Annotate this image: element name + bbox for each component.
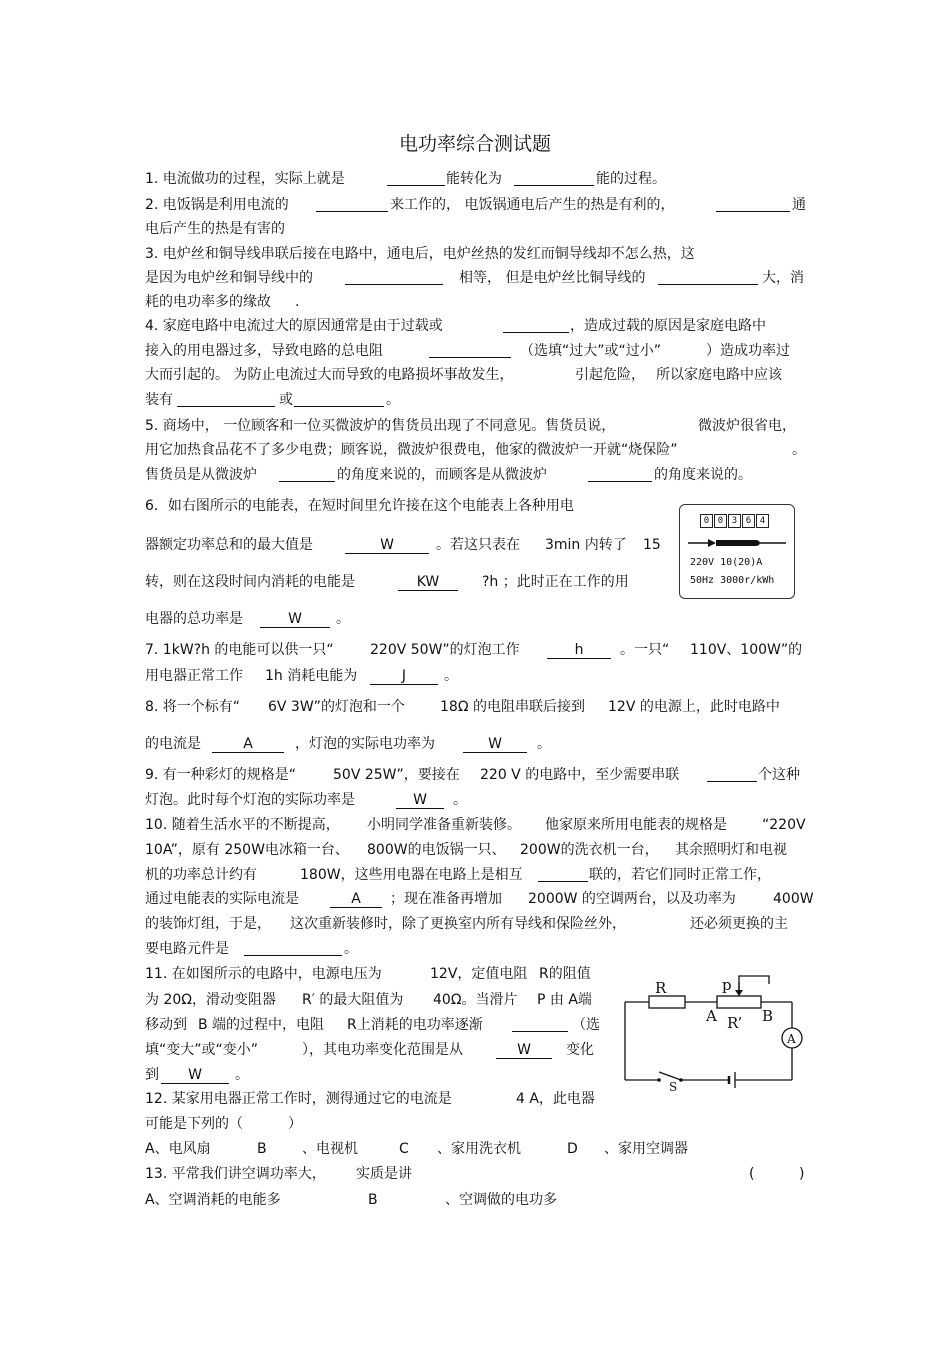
q11-text-m: ），其电功率变化范围是从 (302, 1042, 463, 1058)
q10-text-j: 180W，这些用电器在电路上是相互 (300, 867, 523, 883)
q5-text-c: 用它加热食品花不了多少电费；顾客说，微波炉很费电，他家的微波炉一开就“烧保险” (145, 442, 678, 458)
q3-text-f: . (295, 294, 300, 310)
slider-wire (739, 976, 769, 994)
q11-blank-1[interactable] (512, 1016, 568, 1037)
meter-rating-current: 220V 10(20)A (690, 557, 763, 568)
q6-text-f: 转，则在这段时间内消耗的电能是 (145, 574, 355, 590)
q1-text-a: 1. 电流做功的过程，实际上就是 (145, 171, 345, 187)
q7-text-d: 110V、100W”的 (690, 642, 803, 658)
q11-text-a: 11. 在如图所示的电路中，电源电压为 (145, 966, 382, 982)
q6-blank-1[interactable]: W (345, 536, 429, 554)
q4-text-d: （选填“过大”或“过小” (520, 343, 662, 359)
q3-text-d: 大，消 (762, 270, 804, 286)
q1-blank-2[interactable] (514, 170, 594, 191)
q5-text-e: 售货员是从微波炉 (145, 467, 257, 483)
q4-blank-4[interactable] (294, 391, 384, 412)
q6-text-b: 器额定功率总和的最大值是 (145, 537, 313, 553)
q10-blank-3[interactable] (244, 940, 342, 961)
q10-text-n: 2000W 的空调两台，以及功率为 (528, 891, 736, 907)
q11-blank-3[interactable]: W (161, 1066, 229, 1084)
q11-text-d: 为 20Ω，滑动变阻器 (145, 992, 276, 1008)
q10-text-m: ；现在准备再增加 (390, 891, 502, 907)
q4-text-f: 大而引起的。 为防止电流过大而导致的电路损坏事故发生， (145, 367, 514, 383)
q10-text-f: 800W的电饭锅一只、 (367, 842, 506, 858)
q6-text-h: 电器的总功率是 (145, 611, 243, 627)
q2-blank-1[interactable] (316, 196, 388, 217)
q8-text-f: ，灯泡的实际电功率为 (295, 736, 435, 752)
meter-rating-frequency: 50Hz 3000r/kWh (690, 575, 775, 586)
q7-text-c: 。一只“ (620, 642, 670, 658)
q10-blank-2[interactable]: A (330, 890, 382, 908)
q6-text-i: 。 (336, 611, 350, 627)
q10-text-l: 通过电能表的实际电流是 (145, 891, 299, 907)
q9-blank-1[interactable] (707, 766, 757, 787)
q11-text-n: 变化 (566, 1042, 594, 1058)
q11-text-f: 40Ω。当滑片 (433, 992, 518, 1008)
q9-text-e: 灯泡。此时每个灯泡的实际功率是 (145, 792, 355, 808)
q2-text-b: 来工作的， 电饭锅通电后产生的热是有利的， (390, 197, 675, 213)
q11-text-i: B 端的过程中，电阻 (198, 1017, 325, 1033)
q6-blank-3[interactable]: W (260, 610, 330, 628)
q2-text-c: 通 (792, 197, 806, 213)
q4-text-h: 所以家庭电路中应该 (656, 367, 782, 383)
switch-contact (679, 1078, 683, 1082)
q4-text-e: ）造成功率过 (706, 343, 790, 359)
q8-blank-1[interactable]: A (212, 735, 284, 753)
q5-text-b: 微波炉很省电， (698, 418, 796, 434)
rheostat-rprime (717, 996, 761, 1008)
q9-text-c: 220 V 的电路中，至少需要串联 (480, 767, 680, 783)
q4-text-c: 接入的用电器过多，导致电路的总电阻 (145, 343, 383, 359)
q7-text-g: 。 (444, 668, 458, 684)
q3-text-c: 相等， 但是电炉丝比铜导线的 (459, 270, 646, 286)
q9-blank-2[interactable]: W (396, 791, 444, 809)
meter-digit: 6 (742, 514, 755, 528)
q11-text-l: 填“变大”或“变小” (145, 1042, 259, 1058)
q11-text-g: P 由 A端 (537, 992, 592, 1008)
q10-text-r: 还必须更换的主 (690, 916, 788, 932)
electricity-meter-figure (679, 504, 795, 599)
q8-text-c: 18Ω 的电阻串联后接到 (440, 699, 585, 715)
switch-contact (657, 1078, 661, 1082)
q7-text-a: 7. 1kW?h 的电能可以供一只“ (145, 642, 334, 658)
q8-text-g: 。 (537, 736, 551, 752)
q7-blank-1[interactable]: h (547, 641, 611, 659)
q8-text-a: 8. 将一个标有“ (145, 699, 241, 715)
meter-digit-last: 4 (756, 514, 769, 528)
q4-text-j: 或 (279, 392, 293, 408)
q13-option-a[interactable]: A、空调消耗的电能多 (145, 1192, 281, 1208)
q13-option-b[interactable]: 、空调做的电功多 (445, 1192, 557, 1208)
meter-digit: 0 (700, 514, 713, 528)
q11-text-o: 到 (145, 1067, 159, 1083)
q5-blank-2[interactable] (588, 466, 652, 487)
q12-option-d-letter[interactable]: D (567, 1141, 578, 1157)
q13-text-b: 实质是讲 (356, 1166, 412, 1182)
q11-text-c: R的阻值 (539, 966, 591, 982)
q13-option-b-letter[interactable]: B (368, 1192, 378, 1208)
q1-text-b: 能转化为 (446, 171, 502, 187)
circuit-diagram (619, 972, 809, 1092)
q3-blank-1[interactable] (345, 269, 443, 290)
q4-blank-1[interactable] (503, 317, 569, 338)
q3-blank-2[interactable] (658, 269, 758, 290)
q11-text-j: R上消耗的电功率逐渐 (347, 1017, 483, 1033)
q12-text-c: 可能是下列的（ (145, 1116, 243, 1132)
q9-text-f: 。 (453, 792, 467, 808)
q10-text-g: 200W的洗衣机一台， (520, 842, 659, 858)
q12-option-d[interactable]: 、家用空调器 (604, 1141, 688, 1157)
q8-text-e: 的电流是 (145, 736, 201, 752)
q10-text-k: 联的，若它们同时正常工作， (589, 867, 771, 883)
q10-text-o: 400W (773, 891, 814, 907)
q10-text-a: 10. 随着生活水平的不断提高， (145, 817, 340, 833)
label-r: R (655, 979, 667, 997)
q11-text-e: R′ 的最大阻值为 (302, 992, 404, 1008)
q7-blank-2[interactable]: J (370, 667, 438, 685)
q6-text-a: 6．如右图所示的电能表，在短时间里允许接在这个电能表上各种用电 (145, 498, 574, 514)
label-a: A (706, 1007, 717, 1025)
q13-paren-open: ( (749, 1166, 755, 1182)
q10-text-p: 的装饰灯组，于是， (145, 916, 271, 932)
q10-text-s: 要电路元件是 (145, 941, 229, 957)
q12-option-c-letter[interactable]: C (399, 1141, 409, 1157)
q5-text-g: 的角度来说的。 (654, 467, 752, 483)
q8-blank-2[interactable]: W (463, 735, 527, 753)
q2-blank-2[interactable] (716, 196, 790, 217)
switch-lever (659, 1072, 681, 1080)
q12-option-b[interactable]: 、电视机 (302, 1141, 358, 1157)
q5-text-f: 的角度来说的，而顾客是从微波炉 (337, 467, 547, 483)
q4-blank-2[interactable] (429, 342, 511, 363)
meter-digit: 3 (728, 514, 741, 528)
q3-text-e: 耗的电功率多的缘故 (145, 294, 271, 310)
q9-text-a: 9. 有一种彩灯的规格是“ (145, 767, 297, 783)
q7-text-e: 用电器正常工作 (145, 668, 243, 684)
q5-text-d: 。 (792, 442, 806, 458)
meter-disc-icon (686, 535, 788, 551)
q10-text-i: 机的功率总计约有 (145, 867, 257, 883)
q10-text-b: 小明同学准备重新装修。 (367, 817, 521, 833)
q2-text-a: 2. 电饭锅是利用电流的 (145, 197, 289, 213)
label-ammeter: A (787, 1032, 796, 1046)
q11-text-k: （选 (572, 1017, 600, 1033)
q5-text-a: 5. 商场中， 一位顾客和一位买微波炉的售货员出现了不同意见。售货员说， (145, 418, 616, 434)
q6-text-d: 3min 内转了 (545, 537, 627, 553)
q1-blank-1[interactable] (387, 170, 445, 191)
q6-text-e: 15 (643, 537, 661, 553)
label-b: B (762, 1007, 774, 1025)
meter-counter (700, 514, 769, 528)
q10-text-q: 这次重新装修时，除了更换室内所有导线和保险丝外， (290, 916, 626, 932)
q12-text-d: ） (288, 1116, 302, 1132)
q4-text-b: ，造成过载的原因是家庭电路中 (570, 318, 766, 334)
q12-text-a: 12. 某家用电器正常工作时，测得通过它的电流是 (145, 1091, 452, 1107)
slider-arrowhead (735, 990, 743, 996)
q6-text-g: ?h ；此时正在工作的用 (482, 574, 629, 590)
q2-text-d: 电后产生的热是有害的 (145, 221, 285, 237)
meter-digit: 0 (714, 514, 727, 528)
q9-text-d: 个这种 (758, 767, 800, 783)
label-switch: S (669, 1080, 678, 1092)
q11-blank-2[interactable]: W (496, 1041, 552, 1059)
q10-blank-1[interactable] (538, 866, 588, 887)
q3-text-b: 是因为电炉丝和铜导线中的 (145, 270, 313, 286)
q4-text-k: 。 (386, 392, 400, 408)
q12-text-b: 4 A，此电器 (516, 1091, 595, 1107)
q11-text-b: 12V，定值电阻 (430, 966, 528, 982)
q13-text-a: 13. 平常我们讲空调功率大， (145, 1166, 326, 1182)
q9-text-b: 50V 25W”，要接在 (333, 767, 460, 783)
q6-text-c: 。若这只表在 (436, 537, 520, 553)
q10-text-d: “220V (762, 817, 806, 833)
q4-text-i: 装有 (145, 392, 173, 408)
q10-text-h: 其余照明灯和电视 (675, 842, 787, 858)
q4-text-a: 4. 家庭电路中电流过大的原因通常是由于过载或 (145, 318, 443, 334)
q10-text-e: 10A”，原有 250W电冰箱一台、 (145, 842, 349, 858)
q3-text-a: 3. 电炉丝和铜导线串联后接在电路中，通电后，电炉丝热的发红而铜导线却不怎么热，这 (145, 246, 695, 262)
q8-text-d: 12V 的电源上，此时电路中 (608, 699, 780, 715)
resistor-r (649, 996, 685, 1008)
q4-blank-3[interactable] (177, 391, 275, 412)
q1-text-c: 能的过程。 (596, 171, 666, 187)
label-rprime: R’ (727, 1014, 743, 1032)
q5-blank-1[interactable] (279, 466, 335, 487)
q8-text-b: 6V 3W”的灯泡和一个 (268, 699, 405, 715)
q11-text-h: 移动到 (145, 1017, 187, 1033)
q4-text-g: 引起危险， (575, 367, 645, 383)
q12-option-b-letter[interactable]: B (257, 1141, 267, 1157)
q12-option-c[interactable]: 、家用洗衣机 (437, 1141, 521, 1157)
q7-text-b: 220V 50W”的灯泡工作 (370, 642, 520, 658)
q12-option-a[interactable]: A、电风扇 (145, 1141, 211, 1157)
q10-text-t: 。 (344, 941, 358, 957)
q6-blank-2[interactable]: KW (398, 573, 458, 591)
page-title: 电功率综合测试题 (398, 133, 551, 155)
q10-text-c: 他家原来所用电能表的规格是 (545, 817, 727, 833)
q13-paren-close: ) (799, 1166, 805, 1182)
q7-text-f: 1h 消耗电能为 (265, 668, 358, 684)
q11-text-p: 。 (235, 1067, 249, 1083)
label-p: p (722, 976, 732, 994)
